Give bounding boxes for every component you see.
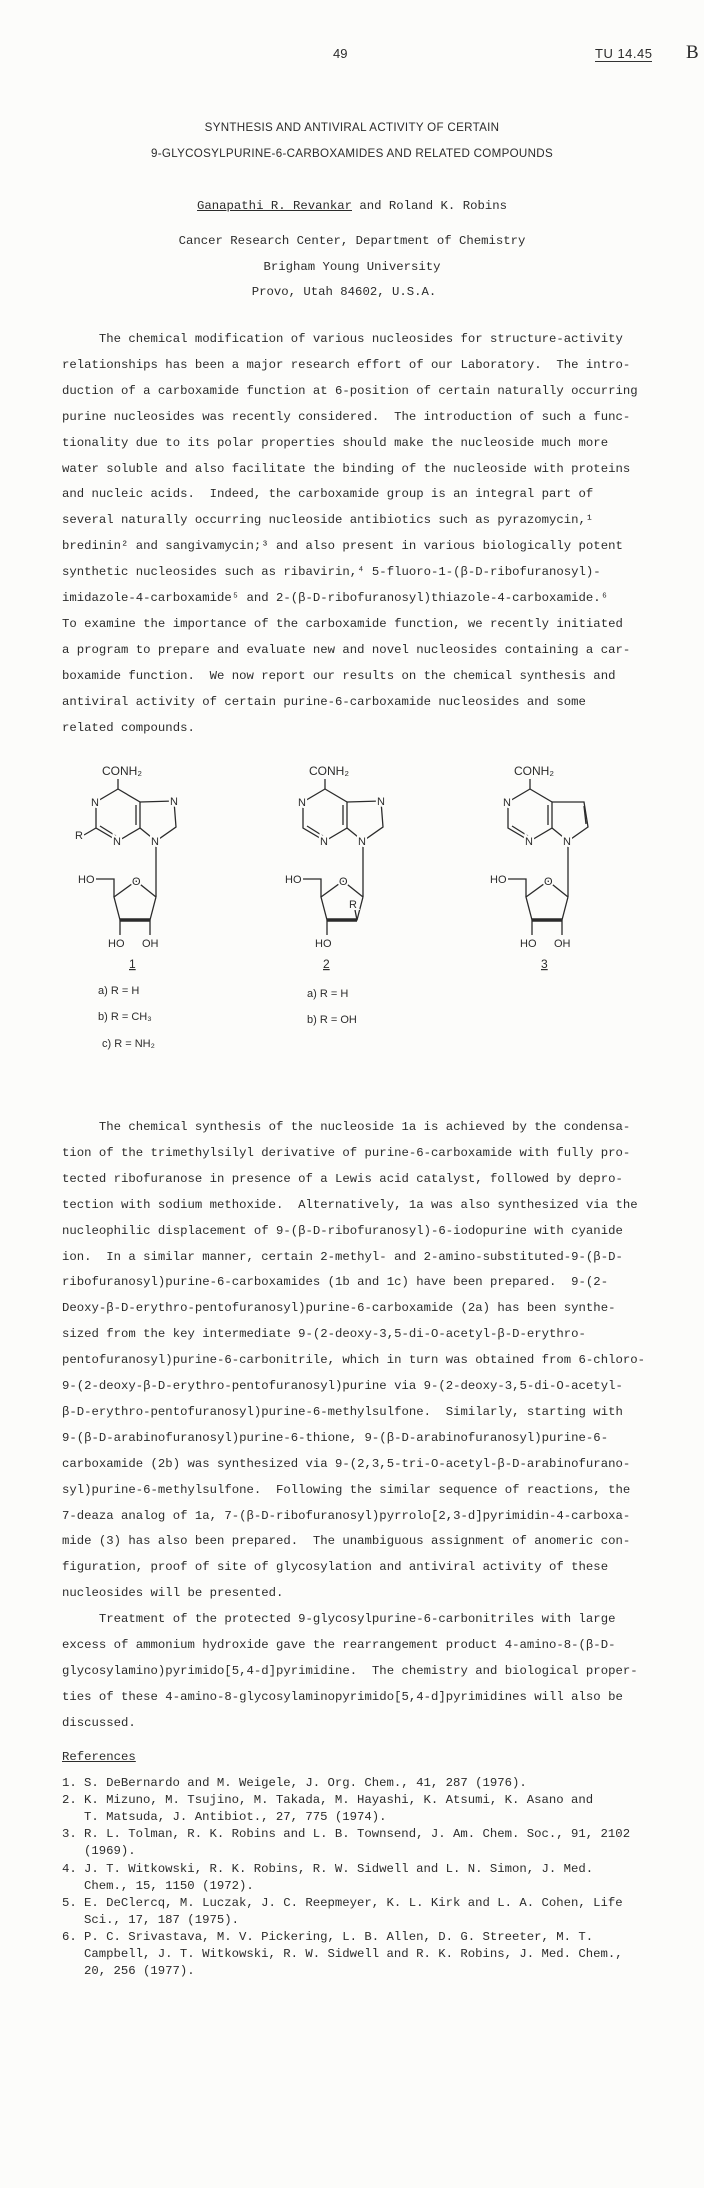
reference-text: P. C. Srivastava, M. V. Pickering, L. B. Allen, D. G. Streeter, M. T. xyxy=(84,1929,594,1944)
hydroxyl-3: HO xyxy=(108,938,125,950)
text-line: bredinin² and sangivamycin;³ and also present in various biologically potent xyxy=(62,539,623,554)
atom-r: R xyxy=(75,830,83,842)
affiliation-line-3: Provo, Utah 84602, U.S.A. xyxy=(251,285,437,299)
page-number: 49 xyxy=(333,46,348,61)
text-line: Deoxy-β-D-erythro-pentofuranosyl)purine-6-carboxamide (2a) has been synthe- xyxy=(62,1301,616,1316)
text-line: mide (3) has also been prepared. The unambiguous assignment of anomeric con- xyxy=(62,1534,631,1549)
text-line: β-D-erythro-pentofuranosyl)purine-6-methylsulfone. Similarly, starting with xyxy=(62,1404,623,1419)
affiliation-line-2: Brigham Young University xyxy=(263,260,441,274)
atom-n7: N xyxy=(377,796,385,808)
atom-n7: N xyxy=(563,836,571,848)
atom-o: O xyxy=(544,876,553,888)
references-list xyxy=(62,1776,682,1996)
text-line: 9-(2-deoxy-β-D-erythro-pentofuranosyl)purine via 9-(2-deoxy-3,5-di-O-acetyl- xyxy=(62,1379,623,1393)
reference-text: S. DeBernardo and M. Weigele, J. Org. Chem., 41, 287 (1976). xyxy=(84,1776,527,1790)
text-line: tionality due to its polar properties should make the nucleoside much more xyxy=(62,435,609,450)
session-code: TU 14.45 xyxy=(595,46,653,61)
carboxamide-label: CONH₂ xyxy=(102,764,142,778)
text-line: ties of these 4-amino-8-glycosylaminopyrimido[5,4-d]pyrimidines will also be xyxy=(62,1689,623,1704)
text-line: ion. In a similar manner, certain 2-methyl- and 2-amino-substituted-9-(β-D- xyxy=(62,1249,623,1264)
text-line: nucleophilic displacement of 9-(β-D-ribofuranosyl)-6-iodopurine with cyanide xyxy=(62,1223,623,1238)
text-line: The chemical synthesis of the nucleoside 1a is achieved by the condensa- xyxy=(62,1120,631,1134)
text-line: imidazole-4-carboxamide⁵ and 2-(β-D-ribofuranosyl)thiazole-4-carboxamide.⁶ xyxy=(62,591,609,605)
atom-n1: N xyxy=(503,797,511,809)
hydroxyl-5: HO xyxy=(78,874,95,886)
hydroxyl-3: HO xyxy=(315,938,332,950)
text-line: tion of the trimethylsilyl derivative of purine-6-carboxamide with fully pro- xyxy=(62,1145,631,1160)
atom-n9: N xyxy=(151,836,159,848)
text-line: related compounds. xyxy=(62,720,195,735)
text-line: syl)purine-6-methylsulfone. Following the similar sequence of reactions, the xyxy=(62,1482,631,1497)
text-line: tection with sodium methoxide. Alternatively, 1a was also synthesized via the xyxy=(62,1197,638,1212)
hydroxyl-5: HO xyxy=(490,874,507,886)
atom-n9: N xyxy=(358,836,366,848)
text-line: several naturally occurring nucleoside antibiotics such as pyrazomycin,¹ xyxy=(62,513,594,528)
compound-2-variant-b: b) R = OH xyxy=(307,1014,357,1026)
reference-text: J. T. Witkowski, R. K. Robins, R. W. Sidwell and L. N. Simon, J. Med. xyxy=(84,1861,594,1876)
atom-o: O xyxy=(339,876,348,888)
authors xyxy=(0,199,704,213)
reference-text: Campbell, J. T. Witkowski, R. W. Sidwell and R. K. Robins, J. Med. Chem., xyxy=(84,1947,623,1961)
text-line: 7-deaza analog of 1a, 7-(β-D-ribofuranosyl)pyrrolo[2,3-d]pyrimidin-4-carboxa- xyxy=(62,1508,631,1523)
atom-r: R xyxy=(349,899,357,911)
compound-1-variant-c: c) R = NH₂ xyxy=(102,1038,155,1050)
paper-title-line-2: 9-GLYCOSYLPURINE-6-CARBOXAMIDES AND RELATED COMPOUNDS xyxy=(150,147,553,160)
text-line: a program to prepare and evaluate new and novel nucleosides containing a car- xyxy=(62,642,631,657)
text-line: figuration, proof of site of glycosylation and antiviral activity of these xyxy=(62,1560,609,1575)
compound-number-3: 3 xyxy=(541,957,548,971)
text-line: discussed. xyxy=(62,1715,136,1730)
reference-text: K. Mizuno, M. Tsujino, M. Takada, M. Hayashi, K. Atsumi, K. Asano and xyxy=(84,1793,594,1808)
text-line: tected ribofuranose in presence of a Lewis acid catalyst, followed by depro- xyxy=(62,1171,623,1186)
reference-text: R. L. Tolman, R. K. Robins and L. B. Townsend, J. Am. Chem. Soc., 91, 2102 xyxy=(84,1827,631,1842)
text-line: purine nucleosides was recently considered. The introduction of such a func- xyxy=(62,409,631,424)
reference-number: 6. xyxy=(62,1929,77,1944)
hydroxyl-2: OH xyxy=(142,938,159,950)
atom-n3: N xyxy=(320,836,328,848)
references-heading: References xyxy=(62,1750,136,1764)
atom-n1: N xyxy=(298,797,306,809)
text-line: To examine the importance of the carboxamide function, we recently initiated xyxy=(62,616,623,631)
compound-2-variant-a: a) R = H xyxy=(307,988,349,1000)
session-code-suffix: B xyxy=(686,42,699,63)
reference-text: Chem., 15, 1150 (1972). xyxy=(84,1878,254,1893)
atom-n7: N xyxy=(170,796,178,808)
text-line: ribofuranosyl)purine-6-carboxamides (1b and 1c) have been prepared. 9-(2- xyxy=(62,1275,609,1290)
text-line: relationships has been a major research effort of our Laboratory. The intro- xyxy=(62,357,631,372)
atom-o: O xyxy=(132,876,141,888)
text-line: antiviral activity of certain purine-6-carboxamide nucleosides and some xyxy=(62,694,586,709)
text-line: The chemical modification of various nucleosides for structure-activity xyxy=(62,332,623,346)
carboxamide-label: CONH₂ xyxy=(514,764,554,778)
hydroxyl-3: HO xyxy=(520,938,537,950)
hydroxyl-2: OH xyxy=(554,938,571,950)
text-line: sized from the key intermediate 9-(2-deoxy-3,5-di-O-acetyl-β-D-erythro- xyxy=(62,1327,586,1342)
compound-number-1: 1 xyxy=(129,957,136,971)
reference-number: 2. xyxy=(62,1793,77,1808)
text-line: pentofuranosyl)purine-6-carbonitrile, which in turn was obtained from 6-chloro- xyxy=(62,1353,645,1368)
carboxamide-label: CONH₂ xyxy=(309,764,349,778)
structure-2 xyxy=(303,779,383,935)
reference-text: Sci., 17, 187 (1975). xyxy=(84,1912,239,1927)
text-line: Treatment of the protected 9-glycosylpurine-6-carbonitriles with large xyxy=(62,1612,616,1626)
reference-text: E. DeClercq, M. Luczak, J. C. Reepmeyer, K. L. Kirk and L. A. Cohen, Life xyxy=(84,1895,623,1910)
text-line: and nucleic acids. Indeed, the carboxamide group is an integral part of xyxy=(62,487,594,502)
reference-number: 3. xyxy=(62,1827,77,1842)
reference-text: 20, 256 (1977). xyxy=(84,1964,195,1979)
reference-number: 1. xyxy=(62,1776,77,1790)
affiliation-line-1: Cancer Research Center, Department of Chemistry xyxy=(178,234,526,248)
reference-number: 4. xyxy=(62,1861,77,1876)
compound-number-2: 2 xyxy=(323,957,330,971)
text-line: glycosylamino)pyrimido[5,4-d]pyrimidine. The chemistry and biological proper- xyxy=(62,1663,638,1678)
reference-number: 5. xyxy=(62,1895,77,1910)
hydroxyl-5: HO xyxy=(285,874,302,886)
text-line: duction of a carboxamide function at 6-position of certain naturally occurring xyxy=(62,383,638,398)
text-line: 9-(β-D-arabinofuranosyl)purine-6-thione, 9-(β-D-arabinofuranosyl)purine-6- xyxy=(62,1430,609,1445)
compound-1-variant-b: b) R = CH₃ xyxy=(98,1011,152,1023)
reference-text: (1969). xyxy=(84,1844,136,1859)
text-line: excess of ammonium hydroxide gave the rearrangement product 4-amino-8-(β-D- xyxy=(62,1637,616,1652)
text-line: synthetic nucleosides such as ribavirin,⁴ 5-fluoro-1-(β-D-ribofuranosyl)- xyxy=(62,565,601,580)
atom-n1: N xyxy=(91,797,99,809)
text-line: water soluble and also facilitate the binding of the nucleoside with proteins xyxy=(62,461,631,476)
text-line: carboxamide (2b) was synthesized via 9-(2,3,5-tri-O-acetyl-β-D-arabinofurano- xyxy=(62,1456,631,1471)
presenting-author: Ganapathi R. Revankar xyxy=(197,199,352,213)
reference-text: T. Matsuda, J. Antibiot., 27, 775 (1974). xyxy=(84,1810,387,1825)
chemical-structures xyxy=(0,755,704,1065)
atom-n3: N xyxy=(525,836,533,848)
co-author: and Roland K. Robins xyxy=(352,199,507,213)
text-line: nucleosides will be presented. xyxy=(62,1586,284,1601)
paper-title-line-1: SYNTHESIS AND ANTIVIRAL ACTIVITY OF CERTAIN xyxy=(204,121,500,134)
compound-1-variant-a: a) R = H xyxy=(98,985,140,997)
atom-n3: N xyxy=(113,836,121,848)
structure-3 xyxy=(508,779,588,935)
text-line: boxamide function. We now report our results on the chemical synthesis and xyxy=(62,668,616,683)
